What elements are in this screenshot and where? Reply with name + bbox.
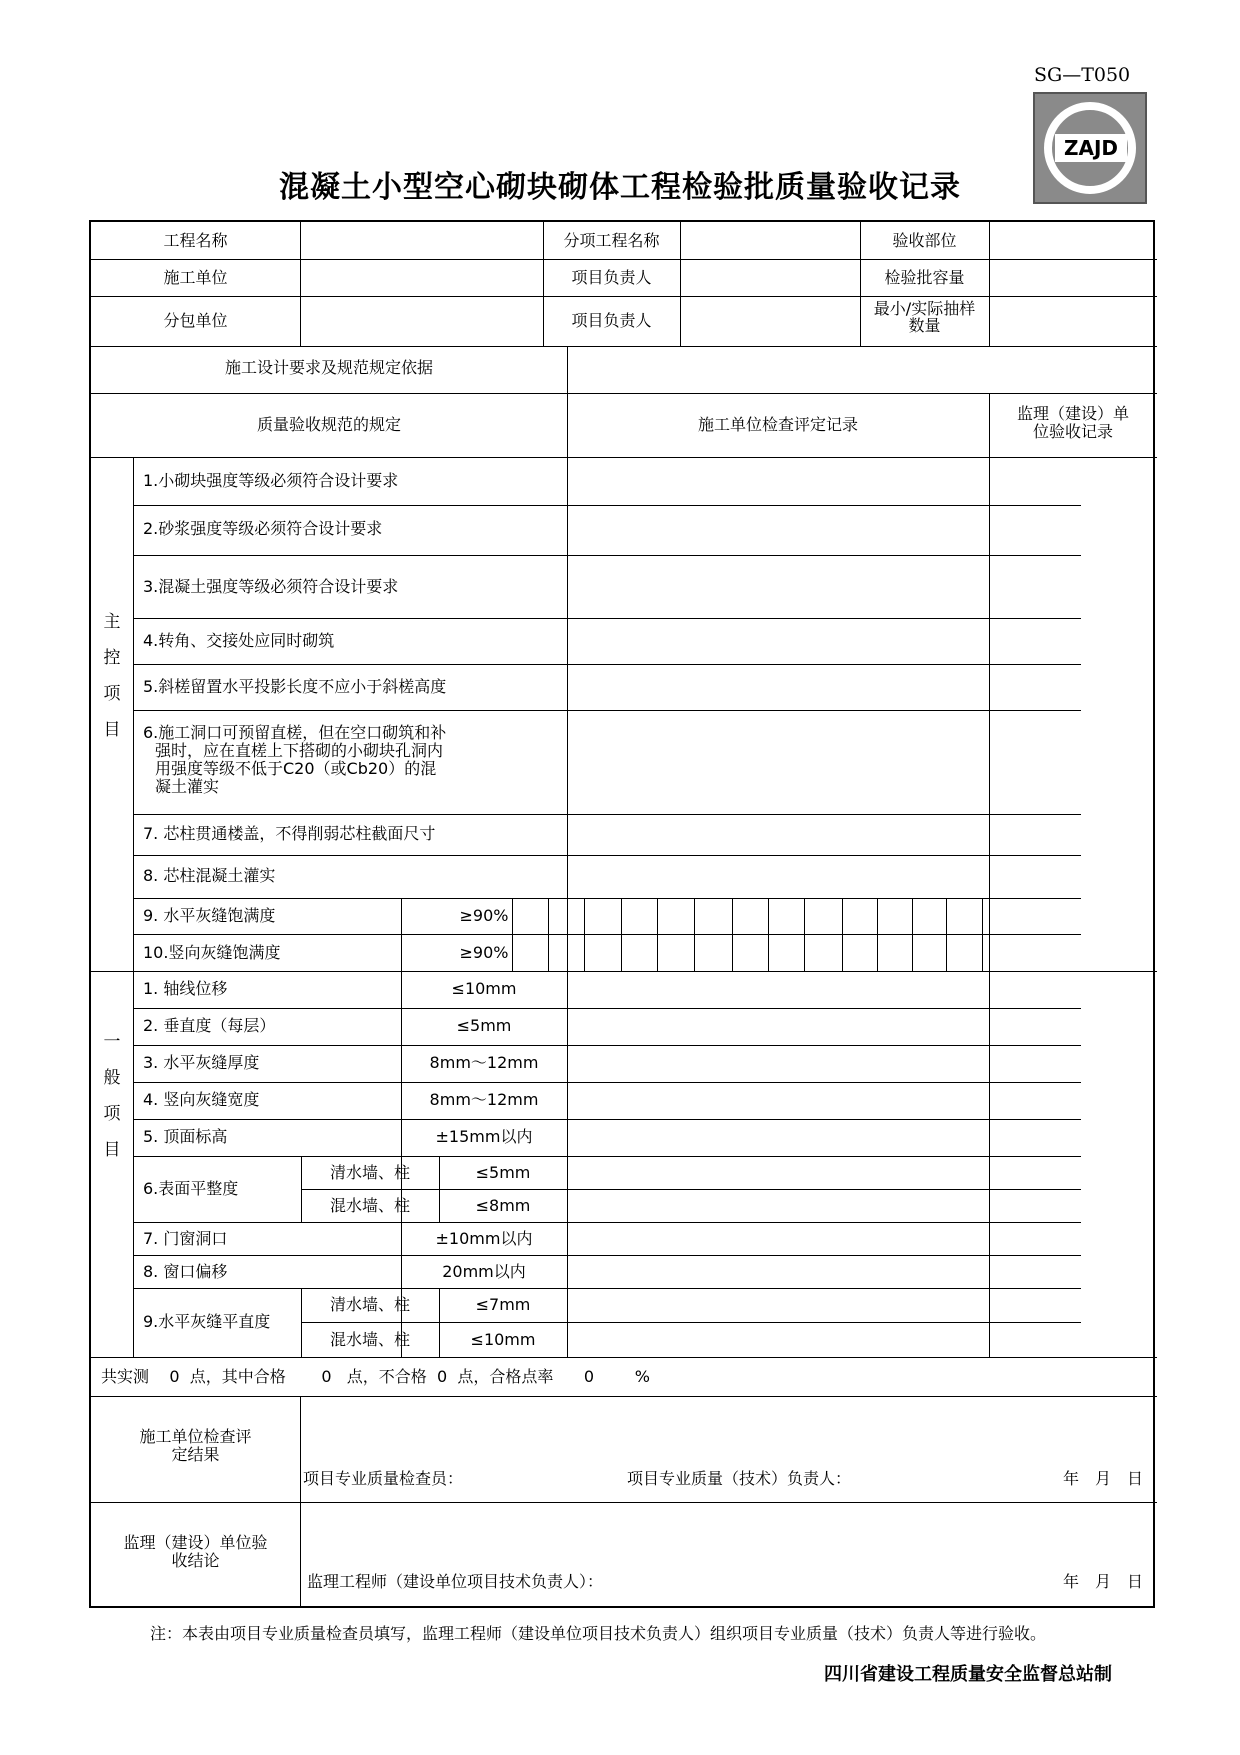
main-item-1: 1.小砌块强度等级必须符合设计要求	[143, 471, 399, 490]
general-item-5-value: ±15mm以内	[435, 1127, 533, 1146]
grid-divider	[621, 898, 622, 971]
issuing-org: 四川省建设工程质量安全监督总站制	[824, 1664, 1112, 1685]
construction-date: 年 月 日	[1063, 1469, 1144, 1488]
construction-result-label: 施工单位检查评定结果	[139, 1427, 252, 1464]
straightness-sub-2: 混水墙、柱	[329, 1330, 410, 1349]
general-item-4-label: 4. 竖向灰缝宽度	[143, 1090, 260, 1109]
grid-divider	[694, 898, 695, 971]
label-construction-unit: 施工单位	[163, 268, 228, 287]
flatness-sub-1: 清水墙、柱	[329, 1163, 410, 1182]
main-item-5: 5.斜槎留置水平投影长度不应小于斜槎高度	[143, 677, 447, 696]
supervisor-result-label: 监理（建设）单位验收结论	[123, 1533, 268, 1570]
grid-divider	[768, 898, 769, 971]
flatness-val-1: ≤5mm	[475, 1163, 531, 1182]
label-project-name: 工程名称	[163, 231, 228, 250]
door-label: 7. 门窗洞口	[143, 1229, 228, 1248]
grid-divider	[732, 898, 733, 971]
main-group-label: 主控项目	[103, 612, 121, 740]
main-item-7: 7. 芯柱贯通楼盖，不得削弱芯柱截面尺寸	[143, 824, 436, 843]
main-item-10-label: 10.竖向灰缝饱满度	[143, 943, 281, 962]
label-accept-part: 验收部位	[892, 231, 957, 250]
main-item-2: 2.砂浆强度等级必须符合设计要求	[143, 519, 383, 538]
col-check-header: 施工单位检查评定记录	[697, 415, 858, 434]
grid-divider	[842, 898, 843, 971]
main-item-9-label: 9. 水平灰缝饱满度	[143, 906, 276, 925]
general-item-2-label: 2. 垂直度（每层）	[143, 1016, 276, 1035]
main-item-6: 6.施工洞口可预留直槎，但在空口砌筑和补 强时，应在直槎上下搭砌的小砌块孔洞内 用强度等级不低于C20（或Cb20）的混 凝土灌实	[143, 723, 447, 796]
general-item-1-value: ≤10mm	[451, 979, 517, 998]
label-project-manager: 项目负责人	[571, 268, 652, 287]
main-item-9-value: ≥90%	[459, 906, 509, 925]
grid-divider	[946, 898, 947, 971]
label-min-sample: 最小/实际抽样数量	[873, 299, 976, 335]
record-table	[89, 220, 1155, 1608]
straightness-label: 9.水平灰缝平直度	[143, 1312, 271, 1331]
main-item-4: 4.转角、交接处应同时砌筑	[143, 631, 335, 650]
page-title: 混凝土小型空心砌块砌体工程检验批质量验收记录	[279, 170, 961, 205]
label-design-basis: 施工设计要求及规范规定依据	[224, 358, 433, 377]
general-item-4-value: 8mm～12mm	[429, 1090, 539, 1109]
label-project-manager-2: 项目负责人	[571, 311, 652, 330]
straightness-sub-1: 清水墙、柱	[329, 1295, 410, 1314]
general-item-3-value: 8mm～12mm	[429, 1053, 539, 1072]
label-batch-capacity: 检验批容量	[884, 268, 965, 287]
inspector-label: 项目专业质量检查员：	[303, 1469, 464, 1488]
flatness-sub-2: 混水墙、柱	[329, 1196, 410, 1215]
main-item-3: 3.混凝土强度等级必须符合设计要求	[143, 577, 399, 596]
window-value: 20mm以内	[442, 1262, 526, 1281]
engineer-label: 监理工程师（建设单位项目技术负责人）：	[307, 1572, 604, 1591]
grid-divider	[982, 898, 983, 971]
tech-lead-label: 项目专业质量（技术）负责人：	[627, 1469, 852, 1488]
grid-divider	[657, 898, 658, 971]
grid-divider	[584, 898, 585, 971]
general-item-2-value: ≤5mm	[456, 1016, 512, 1035]
footer-note: 注：本表由项目专业质量检查员填写，监理工程师（建设单位项目技术负责人）组织项目专业质量（技术）负责人等进行验收。	[150, 1624, 1047, 1643]
straightness-val-1: ≤7mm	[475, 1295, 531, 1314]
main-item-8: 8. 芯柱混凝土灌实	[143, 866, 276, 885]
label-subcontract-unit: 分包单位	[163, 311, 228, 330]
general-item-5-label: 5. 顶面标高	[143, 1127, 228, 1146]
flatness-label: 6.表面平整度	[143, 1179, 239, 1198]
col-spec-header: 质量验收规范的规定	[256, 415, 401, 434]
grid-divider	[877, 898, 878, 971]
general-item-1-label: 1. 轴线位移	[143, 979, 228, 998]
main-item-10-value: ≥90%	[459, 943, 509, 962]
grid-divider	[804, 898, 805, 971]
logo-text: ZAJD	[1063, 136, 1119, 160]
straightness-val-2: ≤10mm	[470, 1330, 536, 1349]
door-value: ±10mm以内	[435, 1229, 533, 1248]
form-code: SG—T050	[1034, 64, 1131, 86]
supervisor-date: 年 月 日	[1063, 1572, 1144, 1591]
summary-row: 共实测 0 点，其中合格 0 点，不合格 0 点，合格点率 0 %	[101, 1367, 650, 1386]
col-supervisor-header: 监理（建设）单位验收记录	[1016, 404, 1129, 441]
general-item-3-label: 3. 水平灰缝厚度	[143, 1053, 260, 1072]
general-group-label: 一般项目	[103, 1032, 121, 1160]
flatness-val-2: ≤8mm	[475, 1196, 531, 1215]
label-sub-project: 分项工程名称	[563, 231, 660, 250]
grid-divider	[912, 898, 913, 971]
window-label: 8. 窗口偏移	[143, 1262, 228, 1281]
